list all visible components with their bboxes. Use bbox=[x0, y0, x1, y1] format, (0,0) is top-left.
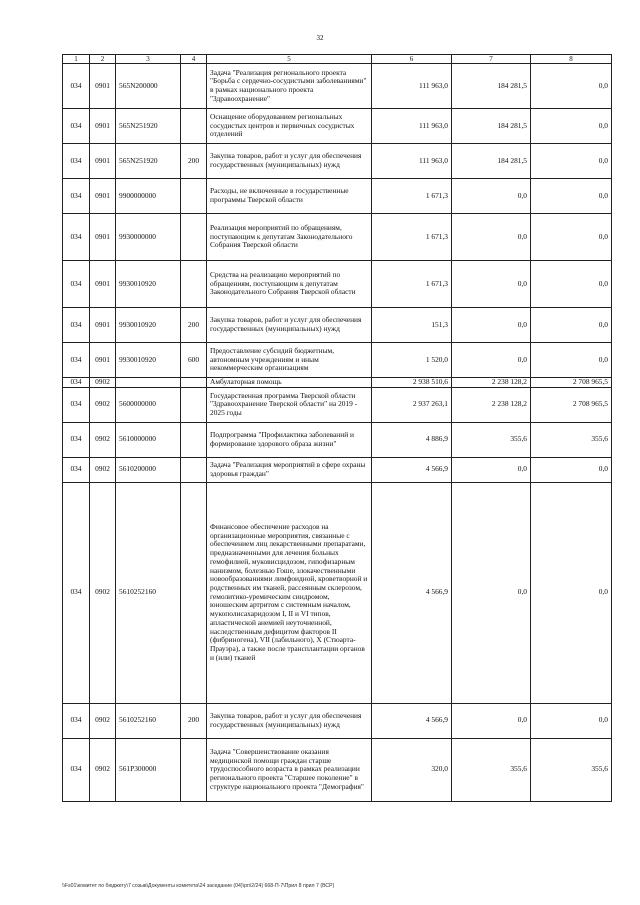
table-row bbox=[63, 308, 612, 343]
table-row bbox=[63, 738, 612, 801]
column-number-2: 2 bbox=[90, 55, 116, 64]
column-number-3: 3 bbox=[116, 55, 181, 64]
cell-expense-type-code bbox=[181, 378, 207, 388]
cell-amount-year-1: 111 963,0 bbox=[372, 109, 452, 144]
cell-amount-year-2: 355,6 bbox=[452, 738, 531, 801]
table-row bbox=[63, 703, 612, 738]
cell-description: Закупка товаров, работ и услуг для обеспечения государственных (муниципальных) нужд bbox=[207, 308, 372, 343]
cell-admin-code: 034 bbox=[63, 179, 90, 214]
cell-amount-year-2: 184 281,5 bbox=[452, 144, 531, 179]
column-number-5: 5 bbox=[207, 55, 372, 64]
cell-description: Реализация мероприятий по обращениям, поступающим к депутатам Законодательного Собрания Тверской области bbox=[207, 214, 372, 261]
cell-amount-year-1: 4 566,9 bbox=[372, 457, 452, 482]
cell-amount-year-1: 1 520,0 bbox=[372, 343, 452, 378]
cell-target-article-code: 9930000000 bbox=[116, 214, 181, 261]
cell-admin-code: 034 bbox=[63, 214, 90, 261]
cell-amount-year-1: 320,0 bbox=[372, 738, 452, 801]
cell-amount-year-2: 184 281,5 bbox=[452, 64, 531, 109]
cell-amount-year-1: 2 938 510,6 bbox=[372, 378, 452, 388]
table-row bbox=[63, 482, 612, 703]
cell-amount-year-2: 2 238 128,2 bbox=[452, 378, 531, 388]
table-row bbox=[63, 144, 612, 179]
cell-amount-year-3: 0,0 bbox=[531, 64, 612, 109]
cell-expense-type-code bbox=[181, 64, 207, 109]
cell-admin-code: 034 bbox=[63, 738, 90, 801]
cell-target-article-code: 9930010920 bbox=[116, 261, 181, 308]
cell-target-article-code bbox=[116, 378, 181, 388]
cell-section-code: 0901 bbox=[90, 343, 116, 378]
cell-admin-code: 034 bbox=[63, 144, 90, 179]
cell-expense-type-code bbox=[181, 422, 207, 457]
cell-section-code: 0901 bbox=[90, 144, 116, 179]
table-row bbox=[63, 109, 612, 144]
cell-target-article-code: 5610000000 bbox=[116, 422, 181, 457]
cell-expense-type-code bbox=[181, 387, 207, 422]
table-row bbox=[63, 343, 612, 378]
cell-expense-type-code: 200 bbox=[181, 308, 207, 343]
cell-target-article-code: 5610252160 bbox=[116, 482, 181, 703]
cell-amount-year-3: 2 708 965,5 bbox=[531, 378, 612, 388]
table-row bbox=[63, 261, 612, 308]
cell-description: Государственная программа Тверской области "Здравоохранение Тверской области" на 2019 - 2025 годы bbox=[207, 387, 372, 422]
cell-target-article-code: 561P300000 bbox=[116, 738, 181, 801]
cell-target-article-code: 565N251920 bbox=[116, 109, 181, 144]
cell-amount-year-1: 1 671,3 bbox=[372, 179, 452, 214]
cell-amount-year-3: 355,6 bbox=[531, 738, 612, 801]
cell-amount-year-2: 2 238 128,2 bbox=[452, 387, 531, 422]
cell-expense-type-code bbox=[181, 109, 207, 144]
cell-amount-year-3: 0,0 bbox=[531, 457, 612, 482]
cell-amount-year-2: 0,0 bbox=[452, 261, 531, 308]
cell-admin-code: 034 bbox=[63, 378, 90, 388]
cell-section-code: 0901 bbox=[90, 179, 116, 214]
table-row bbox=[63, 422, 612, 457]
cell-amount-year-1: 1 671,3 bbox=[372, 214, 452, 261]
cell-amount-year-1: 4 566,9 bbox=[372, 703, 452, 738]
cell-section-code: 0901 bbox=[90, 261, 116, 308]
cell-section-code: 0902 bbox=[90, 378, 116, 388]
cell-section-code: 0902 bbox=[90, 387, 116, 422]
cell-amount-year-1: 2 937 263,1 bbox=[372, 387, 452, 422]
cell-amount-year-2: 184 281,5 bbox=[452, 109, 531, 144]
cell-amount-year-3: 0,0 bbox=[531, 179, 612, 214]
cell-expense-type-code: 600 bbox=[181, 343, 207, 378]
cell-section-code: 0901 bbox=[90, 308, 116, 343]
cell-amount-year-2: 355,6 bbox=[452, 422, 531, 457]
cell-amount-year-2: 0,0 bbox=[452, 703, 531, 738]
table-row bbox=[63, 378, 612, 388]
cell-amount-year-2: 0,0 bbox=[452, 214, 531, 261]
cell-admin-code: 034 bbox=[63, 457, 90, 482]
cell-amount-year-3: 2 708 965,5 bbox=[531, 387, 612, 422]
cell-section-code: 0901 bbox=[90, 64, 116, 109]
cell-expense-type-code bbox=[181, 179, 207, 214]
cell-description: Оснащение оборудованием региональных сосудистых центров и первичных сосудистых отделений bbox=[207, 109, 372, 144]
cell-amount-year-3: 0,0 bbox=[531, 343, 612, 378]
cell-expense-type-code bbox=[181, 738, 207, 801]
cell-description: Расходы, не включенные в государственные программы Тверской области bbox=[207, 179, 372, 214]
cell-expense-type-code bbox=[181, 261, 207, 308]
page-number: 32 bbox=[316, 34, 324, 42]
column-number-1: 1 bbox=[63, 55, 90, 64]
cell-target-article-code: 9930010920 bbox=[116, 308, 181, 343]
cell-amount-year-1: 111 963,0 bbox=[372, 144, 452, 179]
cell-description: Подпрограмма "Профилактика заболеваний и формирование здорового образа жизни" bbox=[207, 422, 372, 457]
table-body bbox=[63, 64, 612, 802]
cell-section-code: 0902 bbox=[90, 738, 116, 801]
table-row bbox=[63, 387, 612, 422]
cell-amount-year-2: 0,0 bbox=[452, 457, 531, 482]
cell-description: Закупка товаров, работ и услуг для обеспечения государственных (муниципальных) нужд bbox=[207, 703, 372, 738]
cell-admin-code: 034 bbox=[63, 482, 90, 703]
cell-admin-code: 034 bbox=[63, 387, 90, 422]
cell-amount-year-1: 1 671,3 bbox=[372, 261, 452, 308]
cell-amount-year-1: 4 566,9 bbox=[372, 482, 452, 703]
table-row bbox=[63, 214, 612, 261]
cell-target-article-code: 9900000000 bbox=[116, 179, 181, 214]
cell-amount-year-2: 0,0 bbox=[452, 179, 531, 214]
cell-section-code: 0902 bbox=[90, 482, 116, 703]
cell-description: Средства на реализацию мероприятий по обращениям, поступающим к депутатам Законодательного Собрания Тверской области bbox=[207, 261, 372, 308]
table-row bbox=[63, 64, 612, 109]
cell-amount-year-3: 0,0 bbox=[531, 261, 612, 308]
cell-target-article-code: 9930010920 bbox=[116, 343, 181, 378]
cell-description: Задача "Совершенствование оказания медицинской помощи граждан старше трудоспособного возраста в рамках реализации регионального проекта "Старшее поколение" в структуре национального проекта "Демография" bbox=[207, 738, 372, 801]
cell-admin-code: 034 bbox=[63, 343, 90, 378]
cell-description: Предоставление субсидий бюджетным, автономным учреждениям и иным некоммерческим организациям bbox=[207, 343, 372, 378]
cell-amount-year-3: 0,0 bbox=[531, 703, 612, 738]
cell-admin-code: 034 bbox=[63, 64, 90, 109]
cell-expense-type-code bbox=[181, 457, 207, 482]
cell-amount-year-2: 0,0 bbox=[452, 308, 531, 343]
cell-admin-code: 034 bbox=[63, 109, 90, 144]
cell-target-article-code: 565N200000 bbox=[116, 64, 181, 109]
cell-section-code: 0902 bbox=[90, 422, 116, 457]
cell-amount-year-3: 0,0 bbox=[531, 214, 612, 261]
cell-admin-code: 034 bbox=[63, 422, 90, 457]
cell-expense-type-code bbox=[181, 482, 207, 703]
table-row bbox=[63, 179, 612, 214]
column-number-6: 6 bbox=[372, 55, 452, 64]
table-row bbox=[63, 457, 612, 482]
cell-amount-year-1: 111 963,0 bbox=[372, 64, 452, 109]
cell-amount-year-1: 4 886,9 bbox=[372, 422, 452, 457]
cell-description: Задача "Реализация мероприятий в сфере охраны здоровья граждан" bbox=[207, 457, 372, 482]
cell-amount-year-3: 0,0 bbox=[531, 308, 612, 343]
cell-target-article-code: 5610252160 bbox=[116, 703, 181, 738]
cell-admin-code: 034 bbox=[63, 308, 90, 343]
table-header bbox=[63, 55, 612, 64]
cell-description: Задача "Реализация регионального проекта "Борьба с сердечно-сосудистыми заболеваниями" в рамках национального проекта "Здравоохранение" bbox=[207, 64, 372, 109]
cell-admin-code: 034 bbox=[63, 703, 90, 738]
file-path-footer: \\Fs01\комитет по бюджету\7 созыв\Документы комитета\24 заседание (04)\рп\2/24) 668-П-7\Прил 8 прил 7 (ВСР) bbox=[62, 883, 335, 889]
column-number-7: 7 bbox=[452, 55, 531, 64]
cell-amount-year-2: 0,0 bbox=[452, 482, 531, 703]
cell-section-code: 0901 bbox=[90, 214, 116, 261]
cell-amount-year-3: 0,0 bbox=[531, 482, 612, 703]
column-number-8: 8 bbox=[531, 55, 612, 64]
cell-section-code: 0901 bbox=[90, 109, 116, 144]
cell-target-article-code: 565N251920 bbox=[116, 144, 181, 179]
cell-section-code: 0902 bbox=[90, 703, 116, 738]
cell-expense-type-code bbox=[181, 214, 207, 261]
cell-expense-type-code: 200 bbox=[181, 703, 207, 738]
cell-target-article-code: 5600000000 bbox=[116, 387, 181, 422]
cell-description: Закупка товаров, работ и услуг для обеспечения государственных (муниципальных) нужд bbox=[207, 144, 372, 179]
cell-amount-year-3: 0,0 bbox=[531, 144, 612, 179]
budget-table bbox=[62, 54, 612, 802]
cell-admin-code: 034 bbox=[63, 261, 90, 308]
cell-amount-year-1: 151,3 bbox=[372, 308, 452, 343]
cell-amount-year-3: 0,0 bbox=[531, 109, 612, 144]
cell-amount-year-2: 0,0 bbox=[452, 343, 531, 378]
cell-amount-year-3: 355,6 bbox=[531, 422, 612, 457]
column-number-4: 4 bbox=[181, 55, 207, 64]
cell-description: Финансовое обеспечение расходов на организационные мероприятия, связанные с обеспечением лиц лекарственными препаратами, предназначенными для лечения больных гемофилией, муковисцидозом, гипофизарным нанизмом, болезнью Гоше, злокачественными новообразованиями лимфоидной, кроветворной и родственных им тканей, рассеянным склерозом, гемолитико-уремическим синдромом, юношеским артритом с системным началом, мукополисахаридозом I, II и VI типов, апластической анемией неуточненной, наследственным дефицитом факторов II (фибриногена), VII (лабильного), X (Стюарта-Прауэра), а также после трансплантации органов и (или) тканей bbox=[207, 482, 372, 703]
cell-section-code: 0902 bbox=[90, 457, 116, 482]
cell-description: Амбулаторная помощь bbox=[207, 378, 372, 388]
cell-target-article-code: 5610200000 bbox=[116, 457, 181, 482]
cell-expense-type-code: 200 bbox=[181, 144, 207, 179]
